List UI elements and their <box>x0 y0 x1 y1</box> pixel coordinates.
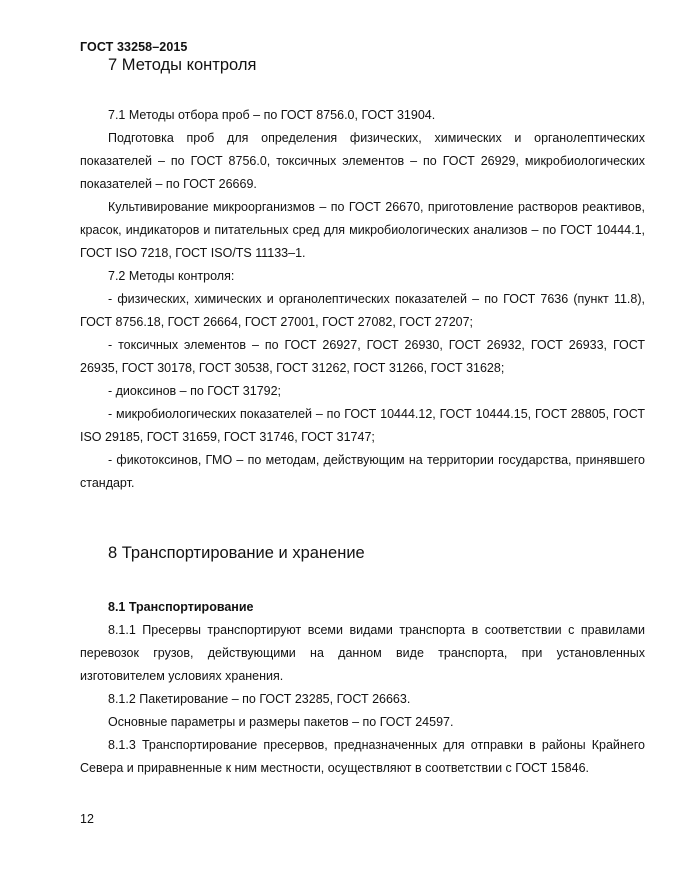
page-number: 12 <box>80 812 94 826</box>
list-item-dioxins: - диоксинов – по ГОСТ 31792; <box>108 384 282 398</box>
paragraph-7-2: 7.2 Методы контроля: <box>108 269 235 283</box>
section-8-title: 8 Транспортирование и хранение <box>108 544 365 562</box>
list-item-toxic: - токсичных элементов – по ГОСТ 26927, ГОСТ 26930, ГОСТ 26932, ГОСТ 26933, ГОСТ 26935, ГОСТ 30178, ГОСТ 30538, ГОСТ 31262, ГОСТ 31266, ГОСТ 31628; <box>80 338 645 375</box>
paragraph-8-1-3: 8.1.3 Транспортирование пресервов, предназначенных для отправки в районы Крайнего Севера и приравненные к ним местности, осуществляют в соответствии с ГОСТ 15846. <box>80 738 645 775</box>
paragraph-8-1-2: 8.1.2 Пакетирование – по ГОСТ 23285, ГОСТ 26663. <box>108 692 411 706</box>
paragraph-8-1-1: 8.1.1 Пресервы транспортируют всеми видами транспорта в соответствии с правилами перевозок грузов, действующими на данном виде транспорта, при установленных изготовителем условиях хранения. <box>80 623 645 683</box>
paragraph-7-1: 7.1 Методы отбора проб – по ГОСТ 8756.0, ГОСТ 31904. <box>108 108 436 122</box>
list-item-phycotoxins: - фикотоксинов, ГМО – по методам, действующим на территории государства, принявшего стандарт. <box>80 453 645 490</box>
list-item-physical: - физических, химических и органолептических показателей – по ГОСТ 7636 (пункт 11.8), ГОСТ 8756.18, ГОСТ 26664, ГОСТ 27001, ГОСТ 27082, ГОСТ 27207; <box>80 292 645 329</box>
paragraph-cultivation: Культивирование микроорганизмов – по ГОСТ 26670, приготовление растворов реактивов, красок, индикаторов и питательных сред для микробиологических анализов – по ГОСТ 10444.1, ГОСТ ISO 7218, ГОСТ ISO/TS 11133–1. <box>80 200 645 260</box>
paragraph-sample-prep: Подготовка проб для определения физических, химических и органолептических показателей – по ГОСТ 8756.0, токсичных элементов – по ГОСТ 26929, микробиологических показателей – по ГОСТ 26669. <box>80 131 645 191</box>
document-id: ГОСТ 33258–2015 <box>80 40 188 54</box>
subsection-8-1-title: 8.1 Транспортирование <box>108 600 254 614</box>
paragraph-package-params: Основные параметры и размеры пакетов – по ГОСТ 24597. <box>108 715 454 729</box>
list-item-microbiological: - микробиологических показателей – по ГОСТ 10444.12, ГОСТ 10444.15, ГОСТ 28805, ГОСТ ISO 29185, ГОСТ 31659, ГОСТ 31746, ГОСТ 31747; <box>80 407 645 444</box>
section-7-title: 7 Методы контроля <box>108 56 257 74</box>
